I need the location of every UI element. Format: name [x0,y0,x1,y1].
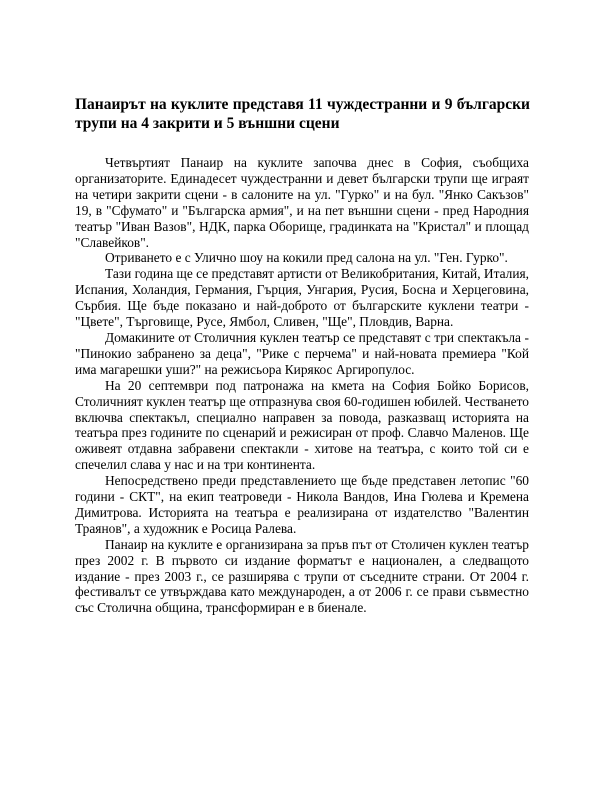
paragraph-stilt-show: Отриването е с Улично шоу на кокили пред салона на ул. "Ген. Гурко". [105,250,508,266]
article-title: Панаирът на куклите представя 11 чуждестранни и 9 български трупи на 4 закрити и 5 външни сцени [75,96,530,132]
paragraph-chronicle: Непосредствено преди представлението ще бъде представен летопис "60 години - СКТ", на екип театроведи - Никола Вандов, Ина Гюлева и Кремена Димитрова. Историята на театъра е реализирана от издателство "Валентин Траянов", а художник е Росица Ралева. [75,473,529,536]
article-body [75,155,529,616]
paragraph-hosts: Домакините от Столичния куклен театър се представят с три спектакъла - "Пинокио забранено за деца", "Рике с перчема" и най-новата премиера "Кой има магарешки уши?" на режисьора Кирякос Аргиропулос. [75,329,529,377]
paragraph-anniversary: На 20 септември под патронажа на кмета на София Бойко Борисов, Столичният куклен театър ще отпразнува своя 60-годишен юбилей. Честването включва спектакъл, специално направен за повода, разказващ историята на театъра през годините по сценарий и режисиран от проф. Славчо Маленов. Ще оживеят отдавна забравени спектакли - хитове на театъра, с които той си е спечелил слава у нас и на три континента. [75,377,529,473]
paragraph-history: Панаир на куклите е организирана за пръв път от Столичен куклен театър през 2002 г. В първото си издание форматът е национален, а следващото издание - през 2003 г., се разширява с трупи от съседните страни. От 2004 г. фестивалът се утвърждава като международен, а от 2006 г. се прави съвместно със Столична община, трансформиран е в биенале. [75,536,529,616]
paragraph-participants: Тази година ще се представят артисти от Великобритания, Китай, Италия, Испания, Холандия, Германия, Гърция, Унгария, Русия, Босна и Херцеговина, Сърбия. Ще бъде показано и най-доброто от българските куклени театри - "Цвете", Търговище, Русе, Ямбол, Сливен, "Ще", Пловдив, Варна. [75,266,529,330]
paragraph-festival-opening: Четвъртият Панаир на куклите започва днес в София, съобщиха организаторите. Единадесет чуждестранни и девет български трупи ще играят на четири закрити сцени - в салоните на ул. "Гурко" и на бул. "Янко Сакъзов" 19, в "Сфумато" и "Българска армия", и на пет външни сцени - пред Народния театър "Иван Вазов", НДК, парка Оборище, градинката на "Кристал" и площад "Славейков". [75,155,529,250]
